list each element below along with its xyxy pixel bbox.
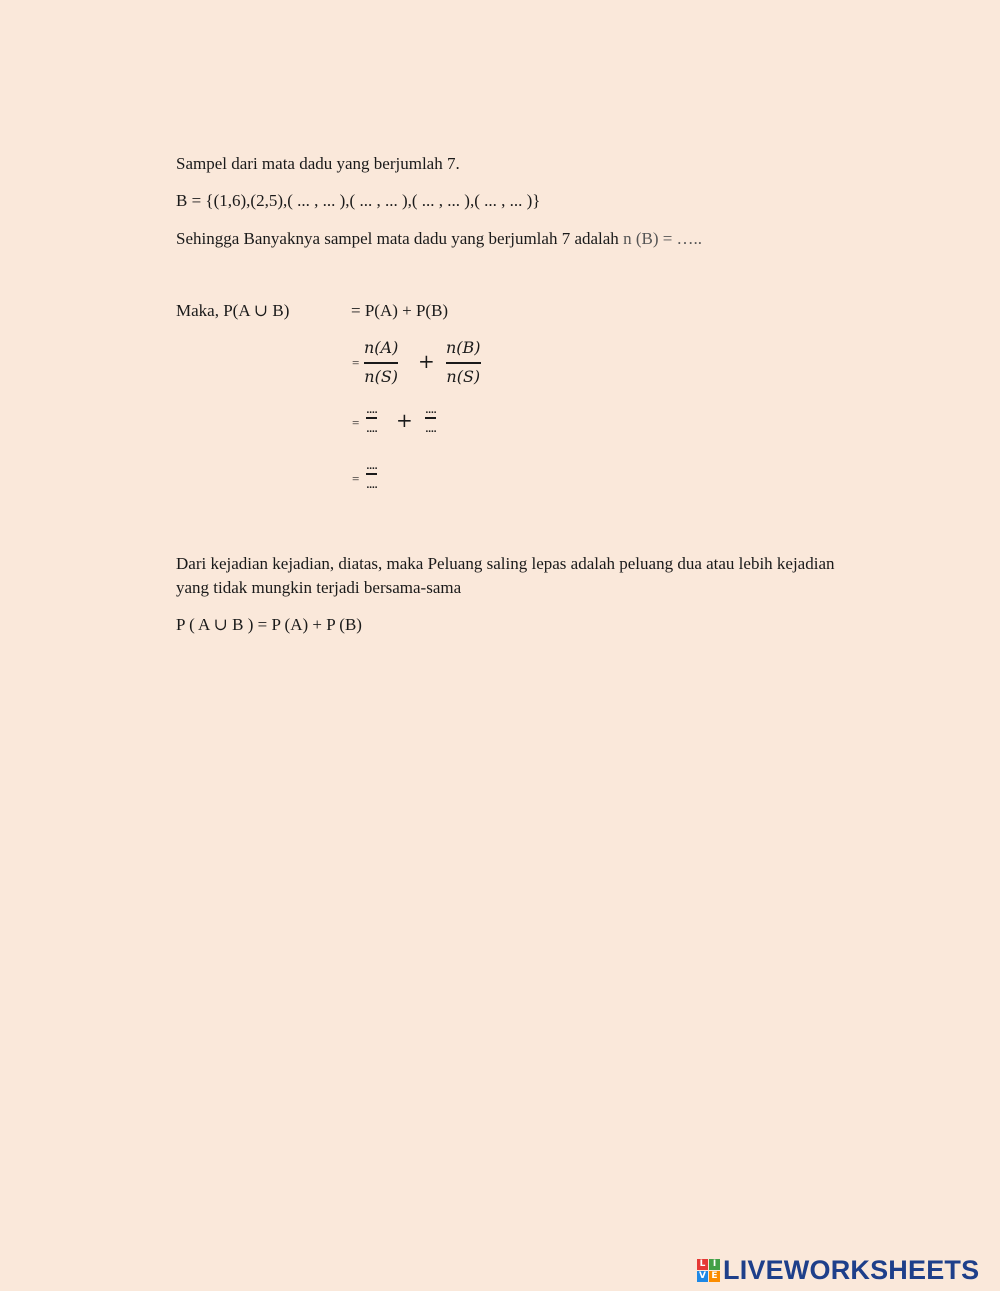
sample-title: Sampel dari mata dadu yang berjumlah 7. xyxy=(176,154,460,173)
logo-mark-icon xyxy=(697,1259,720,1282)
frac1-bar xyxy=(364,362,398,364)
fraction-blank-3 xyxy=(366,458,377,491)
equals-sign-3: = xyxy=(352,471,360,486)
logo-letter-i: I xyxy=(709,1259,720,1270)
frac1-numerator: n(A) xyxy=(364,338,399,357)
logo-letter-e: E xyxy=(709,1271,720,1282)
logo-letter-v: V xyxy=(697,1271,708,1282)
count-text: Sehingga Banyaknya sampel mata dadu yang berjumlah 7 adalah xyxy=(176,229,619,248)
blank3-numerator: .... xyxy=(366,457,377,473)
blank3-bar xyxy=(366,473,377,475)
equals-sign-1: = xyxy=(352,355,360,370)
logo-letter-l: L xyxy=(697,1259,708,1270)
frac2-numerator: n(B) xyxy=(446,338,481,357)
conclusion-formula: P ( A ∪ B ) = P (A) + P (B) xyxy=(176,615,362,634)
plus-sign-1: + xyxy=(418,349,435,373)
liveworksheets-logo xyxy=(697,1256,979,1284)
blank2-denominator: .... xyxy=(425,419,436,436)
fraction-na-ns xyxy=(364,338,398,387)
frac2-denominator: n(S) xyxy=(446,366,481,386)
count-blank: n (B) = ….. xyxy=(623,229,703,248)
blank1-bar xyxy=(366,417,377,419)
blank3-denominator: .... xyxy=(366,475,377,492)
blank2-bar xyxy=(425,417,436,419)
formula-right: = P(A) + P(B) xyxy=(351,301,449,320)
logo-text: LIVEWORKSHEETS xyxy=(723,1254,980,1285)
conclusion-line-1: Dari kejadian kejadian, diatas, maka Peluang saling lepas adalah peluang dua atau lebih kejadian xyxy=(176,554,835,573)
fraction-blank-2 xyxy=(425,402,436,435)
fraction-nb-ns xyxy=(446,338,481,387)
blank1-denominator: .... xyxy=(366,419,377,436)
frac1-denominator: n(S) xyxy=(364,366,399,386)
blank1-numerator: .... xyxy=(366,401,377,417)
count-line xyxy=(176,228,702,250)
plus-sign-2: + xyxy=(396,408,413,432)
fraction-blank-1 xyxy=(366,402,377,435)
set-b-line: B = {(1,6),(2,5),( ... , ... ),( ... , ... ),( ... , ... ),( ... , ... )} xyxy=(176,191,541,210)
formula-left: Maka, P(A ∪ B) xyxy=(176,301,290,320)
blank2-numerator: .... xyxy=(425,401,436,417)
equals-sign-2: = xyxy=(352,415,360,430)
frac2-bar xyxy=(446,362,481,364)
conclusion-line-2: yang tidak mungkin terjadi bersama-sama xyxy=(176,578,462,597)
